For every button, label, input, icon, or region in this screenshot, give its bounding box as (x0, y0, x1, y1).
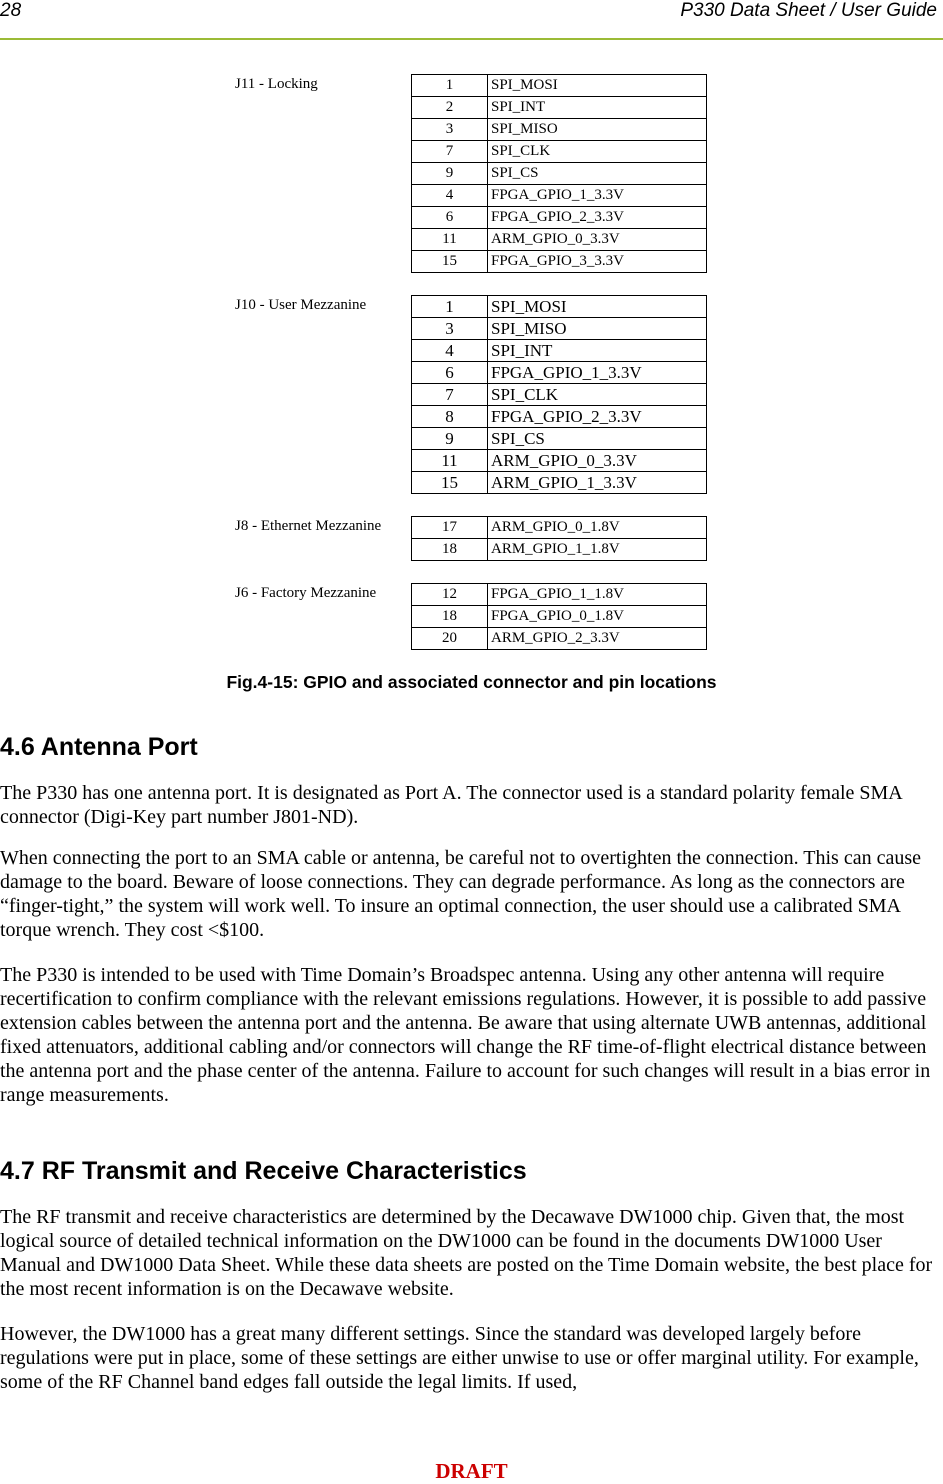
pin-number: 7 (412, 384, 488, 406)
signal-name: SPI_MOSI (488, 296, 707, 318)
pin-number: 6 (412, 207, 488, 229)
pin-number: 17 (412, 517, 488, 539)
table-row (412, 229, 707, 251)
table-row (412, 472, 707, 494)
pin-number: 12 (412, 584, 488, 606)
table-row (412, 406, 707, 428)
signal-name: SPI_INT (488, 340, 707, 362)
table-row (412, 428, 707, 450)
pin-number: 9 (412, 428, 488, 450)
paragraph: The RF transmit and receive characteristics are determined by the Decawave DW1000 chip. Given that, the most logical source of detailed technical information on the DW1000 can be found in the documents DW1000 User Manual and DW1000 Data Sheet. While these data sheets are posted on the Time Domain website, the best place for the most recent information is on the Decawave website. (0, 1206, 933, 1300)
table-row (412, 207, 707, 229)
pin-number: 1 (412, 75, 488, 97)
pin-number: 1 (412, 296, 488, 318)
signal-name: ARM_GPIO_1_1.8V (488, 539, 707, 561)
pin-table (411, 583, 707, 650)
signal-name: ARM_GPIO_0_3.3V (488, 450, 707, 472)
figure-caption: Fig.4-15: GPIO and associated connector and pin locations (226, 672, 717, 692)
pin-number: 11 (412, 229, 488, 251)
table-row (412, 318, 707, 340)
table-row (412, 185, 707, 207)
connector-label: J10 - User Mezzanine (235, 297, 367, 313)
connector-group (0, 583, 943, 650)
pin-number: 2 (412, 97, 488, 119)
signal-name: FPGA_GPIO_2_3.3V (488, 406, 707, 428)
table-row (412, 362, 707, 384)
table-row (412, 517, 707, 539)
page-header (0, 0, 943, 40)
pin-number: 11 (412, 450, 488, 472)
table-row (412, 119, 707, 141)
connector-group (0, 74, 943, 273)
signal-name: ARM_GPIO_0_1.8V (488, 517, 707, 539)
table-row (412, 584, 707, 606)
section-heading-rf-characteristics: 4.7 RF Transmit and Receive Characteristics (0, 1157, 527, 1185)
paragraph: When connecting the port to an SMA cable or antenna, be careful not to overtighten the connection. This can cause damage to the board. Beware of loose connections. They can degrade performance. As long as the connectors are “finger-tight,” the system will work well. To insure an optimal connection, the user should use a calibrated SMA torque wrench. They cost <$100. (0, 847, 921, 941)
signal-name: SPI_CS (488, 428, 707, 450)
pin-number: 3 (412, 318, 488, 340)
pin-number: 4 (412, 340, 488, 362)
paragraph: The P330 has one antenna port. It is designated as Port A. The connector used is a standard polarity female SMA connector (Digi-Key part number J801-ND). (0, 782, 902, 828)
signal-name: SPI_INT (488, 97, 707, 119)
signal-name: FPGA_GPIO_0_1.8V (488, 606, 707, 628)
table-row (412, 384, 707, 406)
table-row (412, 251, 707, 273)
pin-number: 8 (412, 406, 488, 428)
pin-table (411, 516, 707, 561)
pin-number: 6 (412, 362, 488, 384)
pin-number: 18 (412, 606, 488, 628)
pin-number: 3 (412, 119, 488, 141)
pin-number: 15 (412, 251, 488, 273)
signal-name: SPI_MISO (488, 318, 707, 340)
table-row (412, 606, 707, 628)
signal-name: SPI_CLK (488, 384, 707, 406)
connector-group (0, 516, 943, 561)
connector-group (0, 295, 943, 494)
connector-label: J8 - Ethernet Mezzanine (235, 518, 382, 534)
signal-name: SPI_MISO (488, 119, 707, 141)
document-title: P330 Data Sheet / User Guide (680, 0, 937, 21)
table-row (412, 628, 707, 650)
pin-number: 18 (412, 539, 488, 561)
table-row (412, 340, 707, 362)
section-heading-antenna-port: 4.6 Antenna Port (0, 733, 198, 761)
signal-name: ARM_GPIO_2_3.3V (488, 628, 707, 650)
signal-name: SPI_CS (488, 163, 707, 185)
table-row (412, 97, 707, 119)
pin-number: 15 (412, 472, 488, 494)
paragraph: The P330 is intended to be used with Time Domain’s Broadspec antenna. Using any other antenna will require recertification to confirm compliance with the relevant emissions regulations. However, it is possible to add passive extension cables between the antenna port and the antenna. Be aware that using alternate UWB antennas, additional fixed attenuators, additional cabling and/or connectors will change the RF time-of-flight electrical distance between the antenna port and the phase center of the antenna. Failure to account for such changes will result in a bias error in range measurements. (0, 964, 931, 1106)
page-number: 28 (0, 0, 22, 21)
pin-number: 9 (412, 163, 488, 185)
signal-name: FPGA_GPIO_3_3.3V (488, 251, 707, 273)
signal-name: ARM_GPIO_0_3.3V (488, 229, 707, 251)
table-row (412, 141, 707, 163)
signal-name: FPGA_GPIO_1_1.8V (488, 584, 707, 606)
table-row (412, 450, 707, 472)
signal-name: SPI_MOSI (488, 75, 707, 97)
draft-watermark: DRAFT (435, 1459, 508, 1483)
connector-label: J11 - Locking (235, 76, 318, 92)
connector-label: J6 - Factory Mezzanine (235, 585, 377, 601)
pin-number: 7 (412, 141, 488, 163)
header-divider (0, 38, 943, 40)
table-row (412, 75, 707, 97)
signal-name: ARM_GPIO_1_3.3V (488, 472, 707, 494)
pin-number: 20 (412, 628, 488, 650)
connector-pin-tables (0, 74, 943, 672)
table-row (412, 163, 707, 185)
paragraph: However, the DW1000 has a great many different settings. Since the standard was developed largely before regulations were put in place, some of these settings are either unwise to use or offer marginal utility. For example, some of the RF Channel band edges fall outside the legal limits. If used, (0, 1323, 919, 1393)
pin-number: 4 (412, 185, 488, 207)
pin-table (411, 295, 707, 494)
table-row (412, 296, 707, 318)
signal-name: SPI_CLK (488, 141, 707, 163)
pin-table (411, 74, 707, 273)
table-row (412, 539, 707, 561)
signal-name: FPGA_GPIO_2_3.3V (488, 207, 707, 229)
signal-name: FPGA_GPIO_1_3.3V (488, 185, 707, 207)
signal-name: FPGA_GPIO_1_3.3V (488, 362, 707, 384)
